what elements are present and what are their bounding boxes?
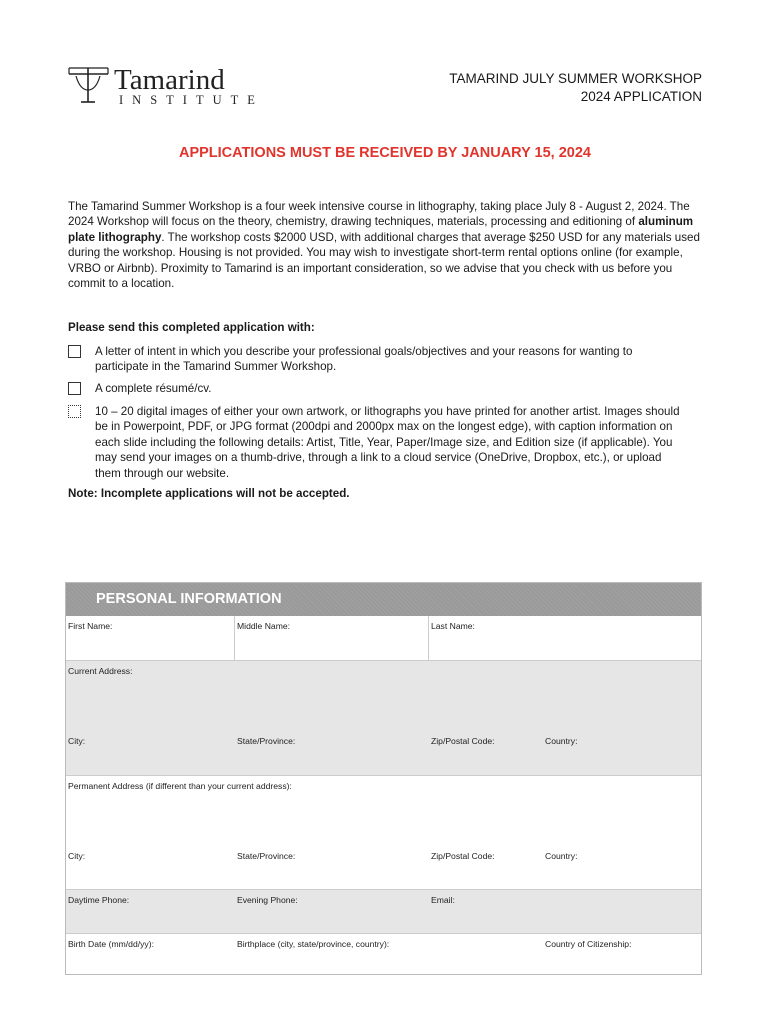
last-name-label: Last Name:	[431, 621, 475, 631]
state-label: State/Province:	[237, 736, 296, 746]
incomplete-note: Note: Incomplete applications will not be accepted.	[68, 487, 350, 500]
city-label: City:	[68, 736, 86, 746]
name-row	[66, 616, 701, 660]
document-title-line1: TAMARIND JULY SUMMER WORKSHOP	[449, 71, 702, 86]
intro-bold-text: aluminum plate lithography	[68, 215, 694, 244]
birth-row	[66, 933, 701, 976]
current-address-label: Current Address:	[68, 666, 133, 676]
first-name-label: First Name:	[68, 621, 113, 631]
requirements-heading: Please send this completed application with:	[68, 321, 315, 334]
birth-date-label: Birth Date (mm/dd/yy):	[68, 939, 154, 949]
birthplace-label: Birthplace (city, state/province, country):	[237, 939, 390, 949]
citizenship-label: Country of Citizenship:	[545, 939, 632, 949]
state-label: State/Province:	[237, 851, 296, 861]
requirement-checkbox[interactable]	[68, 345, 81, 358]
current-address-row	[66, 660, 701, 775]
zip-label: Zip/Postal Code:	[431, 736, 495, 746]
requirement-text: A letter of intent in which you describe your professional goals/objectives and your reasons for wanting to participate in the Tamarind Summer Workshop.	[95, 345, 633, 374]
form-section-title: PERSONAL INFORMATION	[66, 583, 701, 616]
city-label: City:	[68, 851, 86, 861]
tamarind-logo	[66, 62, 266, 108]
requirement-text: 10 – 20 digital images of either your own artwork, or lithographs you have printed for another artist. Images should be in Powerpoint, PDF, or JPG format (200dpi and 2000px max on the longest edge), with caption information on each slide including the following details: Artist, Title, Year, Paper/Image size, and Edition size (if applicable). You may send your images on a thumb-drive, through a link to a cloud service (OneDrive, Dropbox, etc.), or upload them through our website.	[95, 405, 680, 480]
intro-paragraph	[68, 199, 708, 291]
intro-text-2: . The workshop costs $2000 USD, with additional charges that average $250 USD for any materials used during the workshop. Housing is not provided. You may wish to investigate short-term rental options online (for example, VRBO or Airbnb). Proximity to Tamarind is an important consideration, so we advise that you check with us before you commit to a location.	[68, 230, 700, 291]
document-title-line2: 2024 APPLICATION	[580, 89, 702, 104]
email-label: Email:	[431, 895, 455, 905]
permanent-address-label: Permanent Address (if different than your current address):	[68, 781, 292, 791]
country-label: Country:	[545, 736, 578, 746]
requirement-item	[68, 404, 688, 481]
permanent-address-row	[66, 775, 701, 889]
logo-wordmark: Tamarind	[114, 64, 225, 96]
middle-name-label: Middle Name:	[237, 621, 291, 631]
requirement-item	[68, 381, 688, 396]
phone-row	[66, 889, 701, 933]
evening-phone-label: Evening Phone:	[237, 895, 298, 905]
deadline-notice: APPLICATIONS MUST BE RECEIVED BY JANUARY 15, 2024	[178, 145, 591, 161]
country-label: Country:	[545, 851, 578, 861]
intro-text-1: The Tamarind Summer Workshop is a four week intensive course in lithography, taking place July 8 - August 2, 2024. The 2024 Workshop will focus on the theory, chemistry, drawing techniques, materials, processing and editioning of	[68, 200, 690, 229]
requirement-text: A complete résumé/cv.	[95, 382, 212, 395]
tamarind-logo-mark	[66, 62, 266, 108]
logo-subtitle: INSTITUTE	[119, 93, 264, 107]
requirement-checkbox[interactable]	[68, 382, 81, 395]
daytime-phone-label: Daytime Phone:	[68, 895, 130, 905]
personal-information-form	[65, 582, 702, 975]
requirement-checkbox[interactable]	[68, 405, 81, 418]
document-title	[449, 70, 702, 106]
zip-label: Zip/Postal Code:	[431, 851, 495, 861]
requirement-item	[68, 344, 688, 375]
